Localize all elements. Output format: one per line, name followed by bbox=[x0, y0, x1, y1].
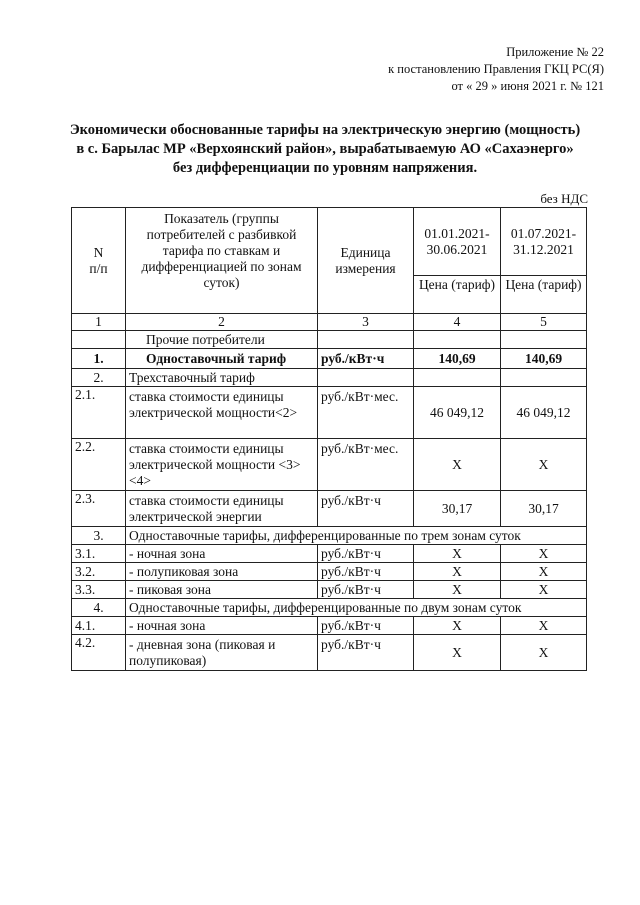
row-value-2 bbox=[501, 369, 587, 387]
row-num: 2.2. bbox=[72, 439, 126, 491]
row-num: 2.1. bbox=[72, 387, 126, 439]
row-name: - ночная зона bbox=[126, 545, 318, 563]
row-value-1: 46 049,12 bbox=[414, 387, 501, 439]
row-unit: руб./кВт·мес. bbox=[318, 439, 414, 491]
table-row bbox=[72, 387, 587, 439]
row-value-2: 30,17 bbox=[501, 491, 587, 527]
table-row bbox=[72, 581, 587, 599]
head-period-2: 01.07.2021-31.12.2021 bbox=[501, 208, 587, 276]
row-value-1 bbox=[414, 369, 501, 387]
head-num: N п/п bbox=[72, 208, 126, 314]
row-name: ставка стоимости единицы электрической мощности<2> bbox=[126, 387, 318, 439]
col-number: 5 bbox=[501, 314, 587, 331]
row-value-1: X bbox=[414, 439, 501, 491]
table-row bbox=[72, 617, 587, 635]
appendix-resolution: к постановлению Правления ГКЦ РС(Я) bbox=[388, 62, 604, 76]
row-num: 2.3. bbox=[72, 491, 126, 527]
row-value-1: 140,69 bbox=[414, 349, 501, 369]
head-period-1: 01.01.2021-30.06.2021 bbox=[414, 208, 501, 276]
group-row-other bbox=[72, 331, 587, 349]
row-value-1: X bbox=[414, 617, 501, 635]
col-number: 2 bbox=[126, 314, 318, 331]
row-unit: руб./кВт·ч bbox=[318, 545, 414, 563]
row-unit: руб./кВт·ч bbox=[318, 563, 414, 581]
row-num: 4.1. bbox=[72, 617, 126, 635]
empty-cell bbox=[318, 331, 414, 349]
row-value-1: X bbox=[414, 581, 501, 599]
column-numbers-row bbox=[72, 314, 587, 331]
row-unit: руб./кВт·ч bbox=[318, 635, 414, 671]
row-num: 3.1. bbox=[72, 545, 126, 563]
col-number: 3 bbox=[318, 314, 414, 331]
section-row-two-zones bbox=[72, 599, 587, 617]
table-row bbox=[72, 545, 587, 563]
row-value-1: X bbox=[414, 635, 501, 671]
row-value-2: X bbox=[501, 545, 587, 563]
row-num: 3.3. bbox=[72, 581, 126, 599]
row-value-2: X bbox=[501, 439, 587, 491]
head-indicator: Показатель (группы потребителей с разбивкой тарифа по ставкам и дифференциацией по зонам суток) bbox=[126, 208, 318, 314]
row-name: ставка стоимости единицы электрической мощности <3><4> bbox=[126, 439, 318, 491]
appendix-date: от « 29 » июня 2021 г. № 121 bbox=[451, 79, 604, 93]
table-row bbox=[72, 349, 587, 369]
section-title: Одноставочные тарифы, дифференцированные по трем зонам суток bbox=[126, 527, 587, 545]
section-title: Одноставочные тарифы, дифференцированные по двум зонам суток bbox=[126, 599, 587, 617]
tariff-table bbox=[71, 207, 587, 671]
appendix-number: Приложение № 22 bbox=[506, 45, 604, 59]
table-row bbox=[72, 635, 587, 671]
row-num: 2. bbox=[72, 369, 126, 387]
row-value-2: 140,69 bbox=[501, 349, 587, 369]
row-name: Трехставочный тариф bbox=[126, 369, 318, 387]
empty-cell bbox=[72, 331, 126, 349]
row-unit: руб./кВт·ч bbox=[318, 349, 414, 369]
row-value-2: 46 049,12 bbox=[501, 387, 587, 439]
row-name: - полупиковая зона bbox=[126, 563, 318, 581]
row-name: - ночная зона bbox=[126, 617, 318, 635]
vat-note: без НДС bbox=[540, 191, 588, 206]
row-value-2: X bbox=[501, 635, 587, 671]
head-price-1: Цена (тариф) bbox=[414, 276, 501, 314]
row-unit bbox=[318, 369, 414, 387]
table-row bbox=[72, 369, 587, 387]
table-row bbox=[72, 439, 587, 491]
row-value-1: X bbox=[414, 563, 501, 581]
col-number: 1 bbox=[72, 314, 126, 331]
head-price-2: Цена (тариф) bbox=[501, 276, 587, 314]
section-num: 4. bbox=[72, 599, 126, 617]
row-unit: руб./кВт·ч bbox=[318, 491, 414, 527]
row-num: 3.2. bbox=[72, 563, 126, 581]
table-row bbox=[72, 563, 587, 581]
group-label: Прочие потребители bbox=[126, 331, 318, 349]
head-unit: Единица измерения bbox=[318, 208, 414, 314]
empty-cell bbox=[414, 331, 501, 349]
section-row-three-zones bbox=[72, 527, 587, 545]
row-name: - пиковая зона bbox=[126, 581, 318, 599]
title-line-1: Экономически обоснованные тарифы на электрическую энергию (мощность) bbox=[69, 122, 581, 138]
document-title bbox=[40, 121, 610, 178]
row-unit: руб./кВт·мес. bbox=[318, 387, 414, 439]
row-num: 4.2. bbox=[72, 635, 126, 671]
row-name: - дневная зона (пиковая и полупиковая) bbox=[126, 635, 318, 671]
table-row bbox=[72, 491, 587, 527]
row-value-2: X bbox=[501, 617, 587, 635]
title-line-3: без дифференциации по уровням напряжения. bbox=[172, 160, 478, 176]
row-value-1: X bbox=[414, 545, 501, 563]
section-num: 3. bbox=[72, 527, 126, 545]
row-unit: руб./кВт·ч bbox=[318, 581, 414, 599]
row-value-2: X bbox=[501, 581, 587, 599]
row-name: ставка стоимости единицы электрической энергии bbox=[126, 491, 318, 527]
appendix-header bbox=[388, 44, 604, 95]
row-num: 1. bbox=[72, 349, 126, 369]
empty-cell bbox=[501, 331, 587, 349]
title-line-2: в с. Барылас МР «Верхоянский район», вырабатываемую АО «Сахаэнерго» bbox=[76, 141, 574, 157]
row-unit: руб./кВт·ч bbox=[318, 617, 414, 635]
row-value-1: 30,17 bbox=[414, 491, 501, 527]
table-head-row bbox=[72, 208, 587, 276]
row-name: Одноставочный тариф bbox=[126, 349, 318, 369]
row-value-2: X bbox=[501, 563, 587, 581]
col-number: 4 bbox=[414, 314, 501, 331]
